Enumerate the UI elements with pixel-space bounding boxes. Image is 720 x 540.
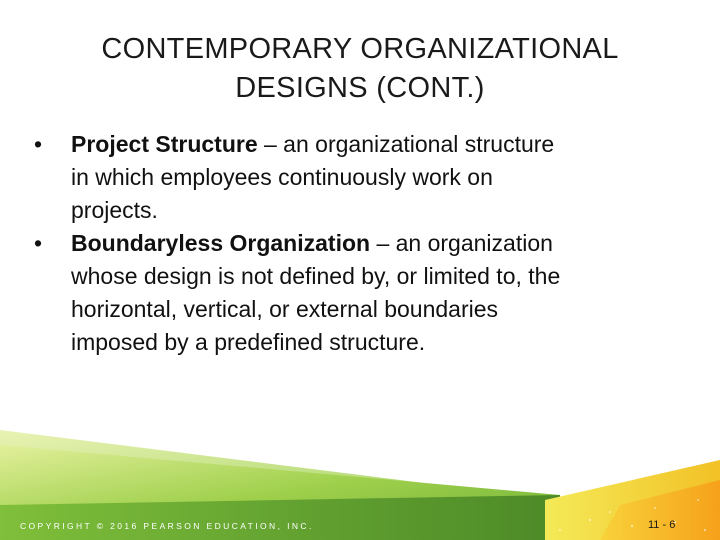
slide-title	[40, 30, 680, 108]
bullet-text: whose design is not defined by, or limited to, the	[71, 263, 561, 289]
bullet-item-project-structure	[28, 128, 678, 227]
bullet-text: – an organization	[370, 230, 553, 256]
bullet-text: horizontal, vertical, or external boundaries	[71, 296, 499, 322]
bullet-marker: •	[33, 230, 43, 256]
bullet-item-boundaryless-organization	[28, 227, 678, 359]
bullet-marker: •	[33, 131, 43, 157]
slide-title-line-2: DESIGNS (CONT.)	[235, 72, 485, 104]
bullet-line	[71, 227, 678, 260]
page-number: 11 - 6	[648, 519, 676, 531]
bullet-text: imposed by a predefined structure.	[71, 329, 426, 355]
bullet-term: Project Structure	[71, 131, 258, 157]
bullet-line	[71, 128, 678, 161]
bullet-text: in which employees continuously work on	[71, 164, 493, 190]
slide-title-line-1: CONTEMPORARY ORGANIZATIONAL	[101, 33, 619, 65]
copyright-notice: COPYRIGHT © 2016 PEARSON EDUCATION, INC.	[20, 521, 314, 531]
bullet-text: projects.	[71, 197, 158, 223]
bullet-term: Boundaryless Organization	[71, 230, 371, 256]
bullet-list	[28, 128, 678, 359]
bullet-text: – an organizational structure	[257, 131, 555, 157]
